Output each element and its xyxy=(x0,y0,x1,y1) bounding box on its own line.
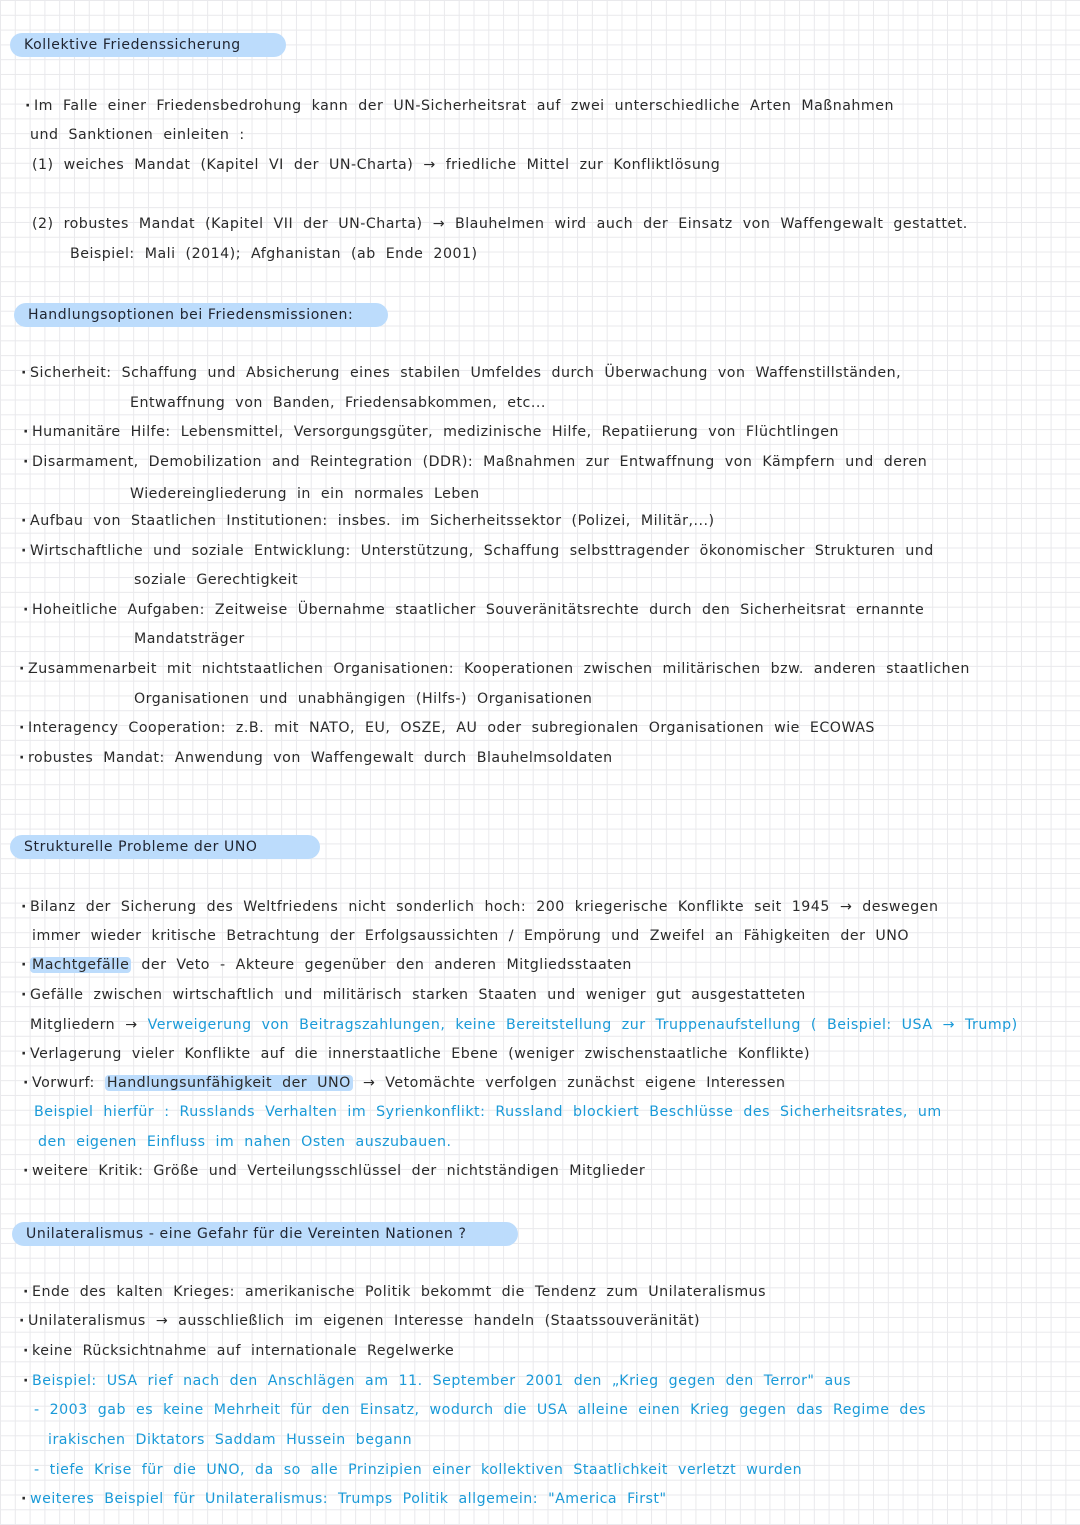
heading-strukturelle-probleme: Strukturelle Probleme der UNO xyxy=(10,835,320,859)
text-line: Mandatsträger xyxy=(134,631,245,647)
text-line: Beispiel: Mali (2014); Afghanistan (ab Ende 2001) xyxy=(70,246,478,262)
text-line: · Vorwurf: Handlungsunfähigkeit der UNO → Vetomächte verfolgen zunächst eigene Interessen xyxy=(23,1075,786,1091)
text-line: Organisationen und unabhängigen (Hilfs-) Organisationen xyxy=(134,691,593,707)
text-line: · Unilateralismus → ausschließlich im eigenen Interesse handeln (Staatssouveränität) xyxy=(19,1313,701,1329)
marked-term: Handlungsunfähigkeit der UNO xyxy=(106,1075,351,1091)
text-line: und Sanktionen einleiten : xyxy=(30,127,245,143)
text-line: irakischen Diktators Saddam Hussein begann xyxy=(48,1432,413,1448)
text-line: · Machtgefälle der Veto - Akteure gegenüber den anderen Mitgliedsstaaten xyxy=(21,957,632,973)
text-line: · Aufbau von Staatlichen Institutionen: insbes. im Sicherheitssektor (Polizei, Militär,...) xyxy=(21,513,715,529)
text-line: · Im Falle einer Friedensbedrohung kann der UN-Sicherheitsrat auf zwei unterschiedliche Arten Maßnahmen xyxy=(25,98,894,114)
text-line: immer wieder kritische Betrachtung der Erfolgsaussichten / Empörung und Zweifel an Fähigkeiten der UNO xyxy=(32,928,910,944)
heading-handlungsoptionen: Handlungsoptionen bei Friedensmissionen: xyxy=(14,303,388,327)
text-line: (2) robustes Mandat (Kapitel VII der UN-Charta) → Blauhelmen wird auch der Einsatz von Waffengewalt gestattet. xyxy=(32,216,968,232)
text-line: - 2003 gab es keine Mehrheit für den Einsatz, wodurch die USA alleine einen Krieg gegen das Regime des xyxy=(34,1402,927,1418)
text-line: · keine Rücksichtnahme auf internationale Regelwerke xyxy=(23,1343,455,1359)
text-line: soziale Gerechtigkeit xyxy=(134,572,299,588)
text-line: · Interagency Cooperation: z.B. mit NATO, EU, OSZE, AU oder subregionalen Organisationen wie ECOWAS xyxy=(19,720,875,736)
text-line: · Hoheitliche Aufgaben: Zeitweise Übernahme staatlicher Souveränitätsrechte durch den Sicherheitsrat ernannte xyxy=(23,602,925,618)
text-line: Wiedereingliederung in ein normales Leben xyxy=(130,486,480,502)
heading-kollektive-friedenssicherung: Kollektive Friedenssicherung xyxy=(10,33,286,57)
text-line: · Beispiel: USA rief nach den Anschlägen am 11. September 2001 den „Krieg gegen den Terror" aus xyxy=(23,1373,852,1389)
text-line: Mitgliedern → Verweigerung von Beitragszahlungen, keine Bereitstellung zur Truppenaufstellung ( Beispiel: USA → Trump) xyxy=(30,1017,1018,1033)
text-line: · Disarmament, Demobilization and Reintegration (DDR): Maßnahmen zur Entwaffnung von Kämpfern und deren xyxy=(23,454,928,470)
text-line: · Bilanz der Sicherung des Weltfriedens nicht sonderlich hoch: 200 kriegerische Konflikte seit 1945 → deswegen xyxy=(21,899,939,915)
text-line: Beispiel hierfür : Russlands Verhalten im Syrienkonflikt: Russland blockiert Beschlüsse des Sicherheitsrates, um xyxy=(34,1104,942,1120)
text-line: · robustes Mandat: Anwendung von Waffengewalt durch Blauhelmsoldaten xyxy=(19,750,613,766)
text-line: · Humanitäre Hilfe: Lebensmittel, Versorgungsgüter, medizinische Hilfe, Repatiierung von Flüchtlingen xyxy=(23,424,839,440)
text-line: · Sicherheit: Schaffung und Absicherung eines stabilen Umfeldes durch Überwachung von Waffenstillständen, xyxy=(21,365,902,381)
text-line: · Zusammenarbeit mit nichtstaatlichen Organisationen: Kooperationen zwischen militärischen bzw. anderen staatlichen xyxy=(19,661,970,677)
marked-term: Machtgefälle xyxy=(32,957,130,973)
text-line: · Wirtschaftliche und soziale Entwicklung: Unterstützung, Schaffung selbsttragender ökonomischer Strukturen und xyxy=(21,543,934,559)
text-line: · Ende des kalten Krieges: amerikanische Politik bekommt die Tendenz zum Unilateralismus xyxy=(23,1284,767,1300)
text-line: den eigenen Einfluss im nahen Osten auszubauen. xyxy=(38,1134,452,1150)
text-line: · weiteres Beispiel für Unilateralismus: Trumps Politik allgemein: "America First" xyxy=(21,1491,667,1507)
text-line: - tiefe Krise für die UNO, da so alle Prinzipien einer kollektiven Staatlichkeit verletzt wurden xyxy=(34,1462,803,1478)
text-line: Entwaffnung von Banden, Friedensabkommen, etc... xyxy=(130,395,546,411)
text-line: · weitere Kritik: Größe und Verteilungsschlüssel der nichtständigen Mitglieder xyxy=(23,1163,646,1179)
text-line: · Verlagerung vieler Konflikte auf die innerstaatliche Ebene (weniger zwischenstaatliche Konflikte) xyxy=(21,1046,811,1062)
text-line: (1) weiches Mandat (Kapitel VI der UN-Charta) → friedliche Mittel zur Konfliktlösung xyxy=(32,157,721,173)
text-line: · Gefälle zwischen wirtschaftlich und militärisch starken Staaten und weniger gut ausgestatteten xyxy=(21,987,806,1003)
heading-unilateralismus: Unilateralismus - eine Gefahr für die Vereinten Nationen ? xyxy=(12,1222,518,1246)
